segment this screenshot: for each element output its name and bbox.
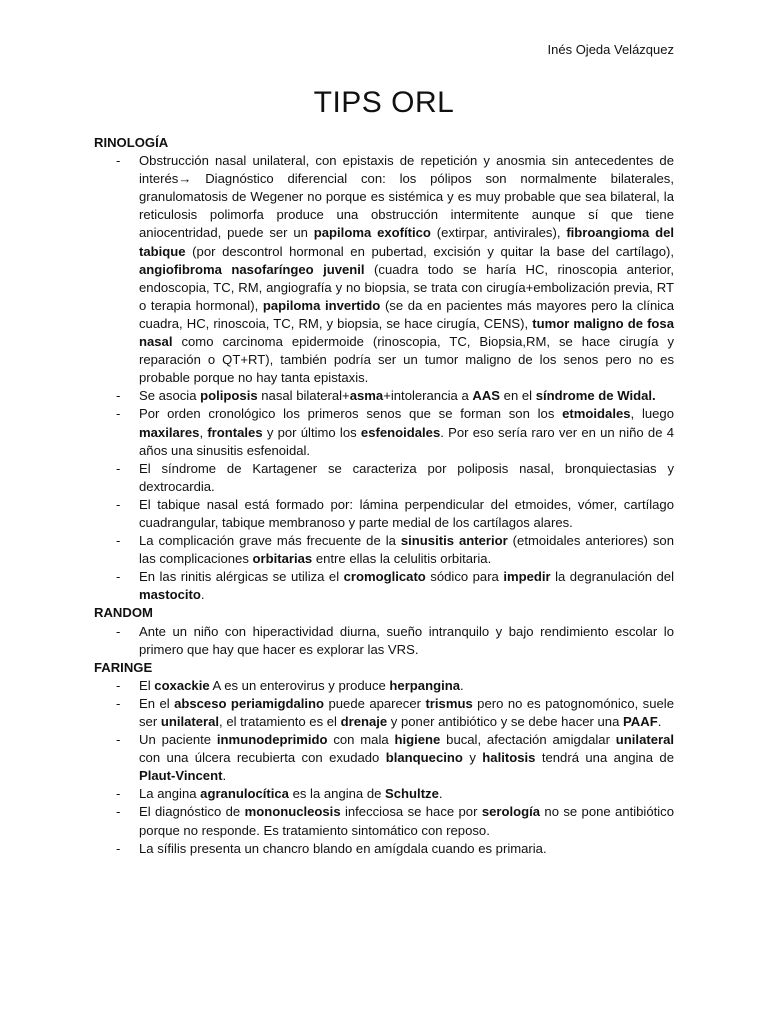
text-run: (etmoidales anteriores) son las complicaciones [139, 533, 674, 567]
list-item [94, 840, 674, 858]
list-item [94, 785, 674, 803]
list-item [94, 405, 674, 459]
text-run: (por descontrol hormonal en pubertad, excisión y quitar la base del cartílago), [185, 243, 674, 259]
text-run: . [222, 768, 227, 784]
bold-text: PAAF [623, 714, 658, 729]
list-item [94, 695, 674, 731]
text-run: . [200, 587, 205, 603]
text-run: Un paciente [139, 732, 217, 748]
text-run: entre ellas la celulitis orbitaria. [312, 551, 492, 567]
text-run: (se da en pacientes más mayores pero la clínica cuadra, HC, rinoscoia, TC, RM, y biopsia, se hace cirugía, CENS), [139, 297, 674, 331]
text-run: en el [500, 388, 536, 404]
list-item [94, 568, 674, 604]
text-run: la degranulación del [550, 569, 675, 585]
bold-text: herpangina [389, 677, 460, 693]
text-run: no se pone antibiótico porque no responde. Es tratamiento sintomático con reposo. [139, 804, 674, 838]
bold-text: cromoglicato [343, 569, 426, 585]
text-run: sódico para [425, 569, 504, 585]
text-run: La angina [139, 786, 201, 802]
bold-text: maxilares [139, 424, 200, 440]
text-run: El síndrome de Kartagener se caracteriza por poliposis nasal, bronquiectasias y dextrocardia. [139, 460, 674, 494]
author-name: Inés Ojeda Velázquez [547, 42, 674, 57]
text-run: con una úlcera recubierta con exudado [139, 750, 386, 766]
bold-text: sinusitis anterior [400, 533, 508, 549]
text-run: es la angina de [288, 786, 386, 802]
text-run: La complicación grave más frecuente de la [139, 533, 401, 549]
text-run: , luego [630, 406, 674, 422]
list-item [94, 460, 674, 496]
text-run: Se asocia [139, 388, 201, 404]
text-run: En las rinitis alérgicas se utiliza el [139, 569, 344, 585]
bold-text: agranulocítica [200, 786, 289, 802]
text-run: nasal bilateral+ [257, 388, 350, 404]
bold-text: trismus [425, 695, 473, 711]
bold-text: síndrome de Widal. [535, 388, 656, 404]
text-run: El diagnóstico de [139, 804, 245, 820]
section-heading: FARINGE [94, 659, 153, 675]
bold-text: frontales [207, 424, 263, 440]
text-run: infecciosa se hace por [340, 804, 482, 820]
text-run: Ante un niño con hiperactividad diurna, sueño intranquilo y bajo rendimiento escolar lo primero que hay que hacer es explorar las VRS. [139, 623, 674, 657]
text-run: (extirpar, antivirales), [430, 225, 567, 241]
bold-text: blanquecino [385, 750, 463, 766]
list-item [94, 677, 674, 695]
list-item [94, 731, 674, 785]
text-run: tendrá una angina de [535, 750, 674, 766]
text-run: . [460, 677, 464, 693]
text-run: como carcinoma epidermoide (rinoscopia, TC, Biopsia,RM, se hace cirugía y reparación o QT+RT), también podría ser un tumor maligno de los senos pero no es probable porque no hay tanta epistaxis. [139, 334, 674, 386]
bold-text: papiloma exofítico [313, 225, 431, 241]
bold-text: halitosis [482, 750, 536, 766]
bold-text: coxackie [154, 677, 210, 693]
bold-text: papiloma invertido [262, 297, 381, 313]
bold-text: AAS [472, 388, 501, 404]
bold-text: mononucleosis [244, 804, 341, 820]
text-run: puede aparecer [324, 695, 426, 711]
text-run: con mala [327, 732, 395, 748]
bold-text: fibroangioma del tabique [139, 225, 674, 259]
bold-text: absceso periamigdalino [174, 695, 325, 711]
text-run: (cuadra todo se haría HC, rinoscopia anterior, endoscopia, TC, RM, angiografía y no biopsia, se trata con cirugía+embolización previa, RT o terapia hormonal), [139, 261, 674, 313]
section-heading: RANDOM [94, 605, 153, 621]
list-item [94, 387, 674, 405]
section-heading: RINOLOGÍA [94, 135, 169, 150]
list-item [94, 496, 674, 532]
text-run: , [199, 424, 208, 440]
bold-text: asma [349, 388, 384, 404]
text-run: El [139, 677, 155, 693]
text-run: pero no es patognomónico, suele ser [139, 695, 674, 729]
list-item [94, 623, 674, 659]
text-run: y por último los [262, 424, 361, 440]
text-run: , el tratamiento es el [219, 714, 341, 729]
text-run: bucal, afectación amigdalar [440, 732, 616, 748]
document-body [94, 134, 674, 858]
text-run: . Por eso sería raro ver en un niño de 4 años una sinusitis esfenoidal. [139, 424, 674, 458]
bullet-list [94, 152, 674, 604]
text-run: y [462, 750, 483, 766]
text-run: La sífilis presenta un chancro blando en amígdala cuando es primaria. [139, 840, 547, 856]
text-run: Obstrucción nasal unilateral, con epistaxis de repetición y anosmia sin antecedentes de interés→ Diagnóstico diferencial con: los pólipos son normalmente bilaterales, granulomatosis de Wegener no porque es sistémica y es muy probable que sea bilateral, la reticulosis polimorfa produce una obstrucción intermitente aunque sí que tiene aniocentridad, puede ser un [139, 153, 674, 241]
text-run: Por orden cronológico los primeros senos que se forman son los [139, 406, 563, 422]
bold-text: mastocito [139, 587, 201, 603]
list-item [94, 532, 674, 568]
bullet-list [94, 623, 674, 659]
list-item [94, 152, 674, 387]
bold-text: unilateral [615, 732, 675, 748]
bold-text: higiene [394, 732, 441, 748]
bold-text: etmoidales [562, 406, 631, 422]
bold-text: orbitarias [252, 551, 313, 567]
document-title: TIPS ORL [313, 86, 455, 119]
bold-text: inmunodeprimido [216, 732, 328, 748]
bold-text: esfenoidales [360, 424, 441, 440]
bold-text: Plaut-Vincent [139, 768, 223, 784]
bold-text: poliposis [200, 388, 258, 404]
bold-text: impedir [503, 569, 551, 585]
bullet-list [94, 677, 674, 858]
text-run: . [438, 786, 443, 802]
text-run: . [657, 714, 662, 729]
text-run: +intolerancia a [383, 388, 473, 404]
bold-text: serología [481, 804, 541, 820]
text-run: En el [139, 695, 175, 711]
bold-text: unilateral [160, 714, 220, 729]
list-item [94, 803, 674, 839]
bold-text: drenaje [340, 714, 388, 729]
text-run: El tabique nasal está formado por: lámina perpendicular del etmoides, vómer, cartílago cuadrangular, tabique membranoso y parte medial de los cartílagos alares. [139, 496, 674, 530]
bold-text: Schultze [385, 786, 439, 802]
bold-text: tumor maligno de fosa nasal [139, 315, 674, 350]
text-run: A es un enterovirus y produce [209, 677, 390, 693]
bold-text: angiofibroma nasofaríngeo juvenil [139, 261, 365, 277]
text-run: y poner antibiótico y se debe hacer una [387, 714, 624, 729]
